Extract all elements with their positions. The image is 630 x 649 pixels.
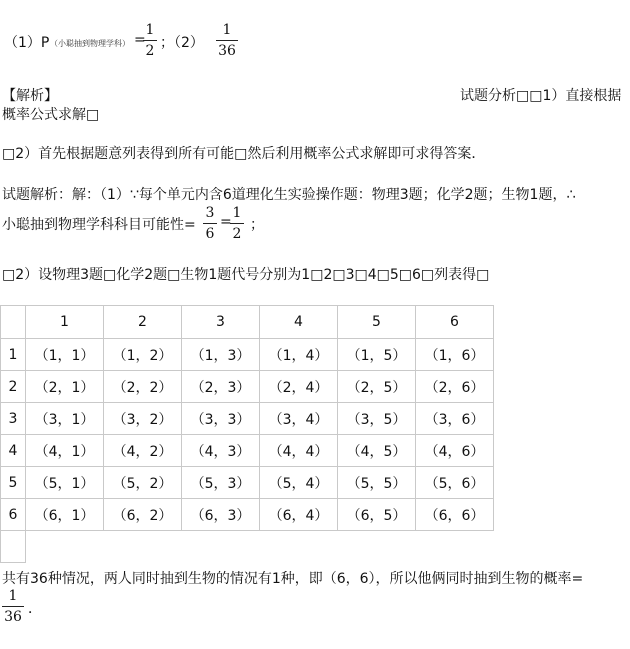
table-row-header: 4 — [1, 435, 26, 467]
table-cell: （4，6） — [416, 435, 494, 467]
table-row — [1, 371, 494, 403]
table-col-header: 6 — [416, 306, 494, 339]
table-cell: （2，3） — [182, 371, 260, 403]
table-cell: （1，6） — [416, 339, 494, 371]
part-2-text: □2）设物理3题□化学2题□生物1题代号分别为1□2□3□4□5□6□列表得□ — [2, 267, 490, 283]
table-cell: （3，1） — [26, 403, 104, 435]
step-2-text: □2）首先根据题意列表得到所有可能□然后利用概率公式求解即可求得答案． — [2, 146, 486, 162]
table-col-header: 1 — [26, 306, 104, 339]
answer-part1-subscript: （小聪抽到物理学科） — [50, 39, 130, 48]
conclusion-period: ． — [28, 601, 42, 617]
table-row — [1, 403, 494, 435]
solution-fraction-1-numerator: 3 — [205, 205, 215, 221]
table-row — [1, 499, 494, 531]
solution-line-2-prefix: 小聪抽到物理学科科目可能性= — [2, 217, 196, 233]
table-cell: （4，2） — [104, 435, 182, 467]
table-cell: （3，5） — [338, 403, 416, 435]
table-cell: （2，2） — [104, 371, 182, 403]
table-cell: （5，3） — [182, 467, 260, 499]
table-cell: （1，3） — [182, 339, 260, 371]
solution-line-1: 试题解析：解：（1）∵每个单元内含6道理化生实验操作题：物理3题；化学2题；生物1题，∴ — [2, 187, 576, 203]
answer-part2-fraction — [216, 22, 238, 59]
table-col-header: 2 — [104, 306, 182, 339]
table-cell: （1，1） — [26, 339, 104, 371]
solution-equals: = — [220, 214, 232, 230]
table-cell: （3，6） — [416, 403, 494, 435]
table-cell: （4，5） — [338, 435, 416, 467]
outcome-table — [0, 305, 494, 563]
table-cell: （5，4） — [260, 467, 338, 499]
table-row-header: 3 — [1, 403, 26, 435]
table-header-row — [1, 306, 494, 339]
table-blank-cell — [26, 531, 104, 563]
analysis-line-2: 概率公式求解□ — [2, 107, 100, 123]
table-row-header: 2 — [1, 371, 26, 403]
table-cell: （3，4） — [260, 403, 338, 435]
table-row — [1, 467, 494, 499]
answer-part2-denominator: 36 — [218, 43, 236, 59]
conclusion-denominator: 36 — [4, 609, 22, 625]
solution-fraction-1-denominator: 6 — [205, 226, 215, 242]
answer-part1-prefix: （1）P — [4, 35, 50, 51]
table-blank-row — [1, 531, 494, 563]
table-cell: （5，5） — [338, 467, 416, 499]
table-cell: （6，1） — [26, 499, 104, 531]
analysis-header: 【解析】 — [2, 88, 58, 104]
conclusion-text: 共有36种情况，两人同时抽到生物的情况有1种，即（6，6），所以他俩同时抽到生物的概率= — [2, 571, 584, 587]
solution-fraction-2-denominator: 2 — [232, 226, 242, 242]
table-cell: （6，3） — [182, 499, 260, 531]
table-col-header: 4 — [260, 306, 338, 339]
table-row-header: 5 — [1, 467, 26, 499]
table-blank-cell — [182, 531, 260, 563]
table-cell: （5，1） — [26, 467, 104, 499]
table-cell: （1，4） — [260, 339, 338, 371]
table-row-header: 6 — [1, 499, 26, 531]
answer-part1-numerator: 1 — [145, 22, 155, 38]
table-cell: （2，6） — [416, 371, 494, 403]
solution-line-2-suffix: ； — [250, 217, 264, 233]
answer-part1-equals: = — [134, 32, 146, 48]
table-cell: （2，1） — [26, 371, 104, 403]
table-blank-cell — [338, 531, 416, 563]
table-cell: （6，6） — [416, 499, 494, 531]
table-blank-cell — [104, 531, 182, 563]
table-row — [1, 339, 494, 371]
table-row — [1, 435, 494, 467]
solution-fraction-1 — [203, 205, 217, 242]
solution-fraction-2 — [230, 205, 244, 242]
table-cell: （6，5） — [338, 499, 416, 531]
table-blank-cell — [260, 531, 338, 563]
table-cell: （3，2） — [104, 403, 182, 435]
answer-part1-denominator: 2 — [145, 43, 155, 59]
answer-part1-fraction — [143, 22, 157, 59]
table-cell: （4，4） — [260, 435, 338, 467]
table-cell: （2，4） — [260, 371, 338, 403]
table-col-header: 5 — [338, 306, 416, 339]
table-cell: （1，2） — [104, 339, 182, 371]
table-blank-cell — [416, 531, 494, 563]
table-cell: （3，3） — [182, 403, 260, 435]
conclusion-numerator: 1 — [8, 588, 18, 604]
table-cell: （5，2） — [104, 467, 182, 499]
table-col-header: 3 — [182, 306, 260, 339]
solution-fraction-2-numerator: 1 — [232, 205, 242, 221]
conclusion-fraction — [2, 588, 24, 625]
answer-part2-numerator: 1 — [222, 22, 232, 38]
table-cell: （2，5） — [338, 371, 416, 403]
analysis-right-text: 试题分析□□1）直接根据 — [460, 88, 622, 104]
table-cell: （4，3） — [182, 435, 260, 467]
table-cell: （4，1） — [26, 435, 104, 467]
table-cell: （6，4） — [260, 499, 338, 531]
table-cell: （6，2） — [104, 499, 182, 531]
table-corner-cell — [1, 306, 26, 339]
table-cell: （1，5） — [338, 339, 416, 371]
table-cell: （5，6） — [416, 467, 494, 499]
answer-separator: ；（2） — [160, 35, 204, 51]
table-row-header: 1 — [1, 339, 26, 371]
table-blank-cell — [1, 531, 26, 563]
